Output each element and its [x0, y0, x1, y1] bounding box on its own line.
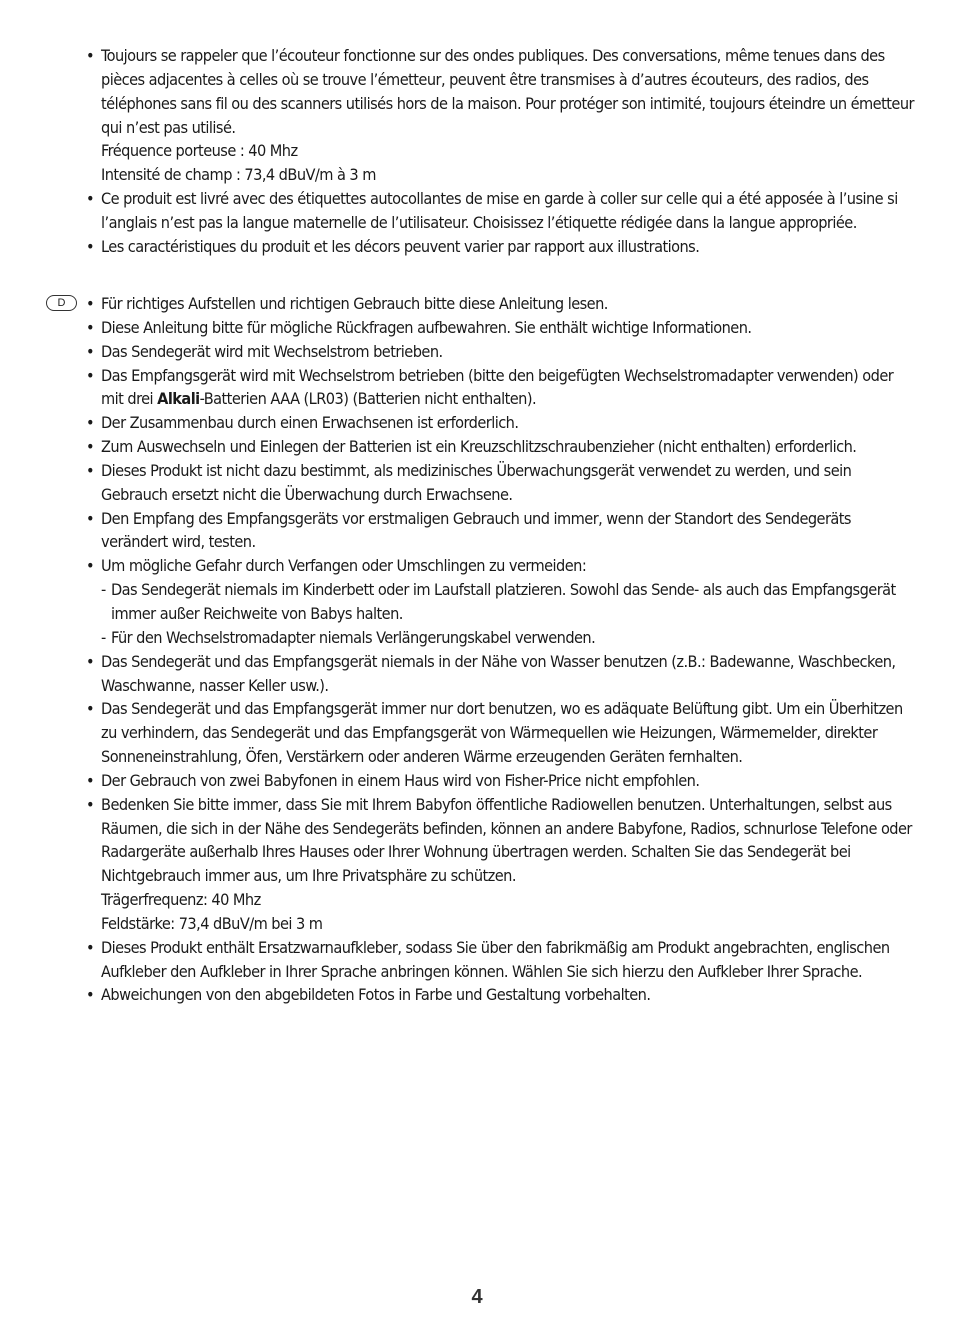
bullet-icon: • — [86, 341, 95, 361]
sub-item-text: Für den Wechselstromadapter niemals Verlängerungskabel verwenden. — [111, 627, 596, 647]
bullet-icon: • — [86, 294, 95, 313]
bullet-icon: • — [86, 460, 95, 480]
german-section — [86, 292, 916, 1007]
item-extra-line: Feldstärke: 73,4 dBuV/m bei 3 m — [101, 913, 323, 933]
list-item — [86, 793, 916, 936]
list-item — [86, 650, 916, 698]
list-item — [86, 292, 916, 316]
item-text: Abweichungen von den abgebildeten Fotos in Farbe und Gestaltung vorbehalten. — [101, 985, 651, 1005]
bullet-icon: • — [86, 985, 95, 1005]
language-badge-d: D — [46, 295, 77, 311]
list-item — [86, 435, 916, 459]
dash-icon: - — [101, 580, 106, 600]
bullet-icon: • — [86, 770, 95, 790]
list-item — [86, 507, 916, 555]
item-text: Dieses Produkt ist nicht dazu bestimmt, als medizinisches Überwachungsgerät verwendet zu werden, und sein Gebrauch ersetzt nicht die Überwachung durch Erwachsene. — [101, 460, 852, 504]
bullet-icon: • — [86, 437, 95, 457]
bullet-icon: • — [86, 46, 95, 65]
french-section — [86, 44, 916, 259]
bullet-icon: • — [86, 699, 95, 719]
item-text: Der Gebrauch von zwei Babyfonen in einem Haus wird von Fisher-Price nicht empfohlen. — [101, 770, 700, 790]
item-text: -Batterien AAA (LR03) (Batterien nicht enthalten). — [199, 389, 537, 409]
item-text: Das Sendegerät wird mit Wechselstrom betrieben. — [101, 341, 443, 361]
list-item — [86, 411, 916, 435]
sub-item-text: Das Sendegerät niemals im Kinderbett oder im Laufstall platzieren. Sowohl das Sende- als auch das Empfangsgerät immer außer Reichweite von Babys halten. — [111, 580, 896, 623]
item-extra-line: Intensité de champ : 73,4 dBuV/m à 3 m — [101, 165, 376, 185]
item-text: Das Sendegerät und das Empfangsgerät niemals in der Nähe von Wasser benutzen (z.B.: Badewanne, Waschbecken, Waschwanne, nasser Keller usw.). — [101, 651, 896, 695]
item-text: Der Zusammenbau durch einen Erwachsenen ist erforderlich. — [101, 413, 519, 433]
item-text: Ce produit est livré avec des étiquettes autocollantes de mise en garde à coller sur celle qui a été apposée à l’usine si l’anglais n’est pas la langue maternelle de l’utilisateur. Choisissez l’étiquette rédigée dans la langue appropriée. — [101, 189, 898, 232]
bullet-icon: • — [86, 236, 95, 256]
list-item — [86, 983, 916, 1007]
list-item — [86, 235, 916, 259]
item-text: Diese Anleitung bitte für mögliche Rückfragen aufbewahren. Sie enthält wichtige Informationen. — [101, 317, 752, 337]
bullet-icon: • — [86, 413, 95, 433]
bullet-icon: • — [86, 556, 95, 576]
item-text: Bedenken Sie bitte immer, dass Sie mit Ihrem Babyfon öffentliche Radiowellen benutzen. Unterhaltungen, selbst aus Räumen, die sich in der Nähe des Sendegeräts befinden, können an andere Babyfone, Radios, schnurlose Telefone oder Radargeräte außerhalb Ihres Hauses oder Ihrer Wohnung übertragen werden. Schalten Sie das Sendegerät bei Nichtgebrauch immer aus, um Ihre Privatsphäre zu schützen. — [101, 794, 912, 886]
list-item — [86, 697, 916, 769]
sub-item — [101, 578, 916, 626]
item-text: Für richtiges Aufstellen und richtigen Gebrauch bitte diese Anleitung lesen. — [101, 294, 608, 313]
item-extra-line: Fréquence porteuse : 40 Mhz — [101, 141, 298, 161]
list-item — [86, 364, 916, 412]
item-text: Um mögliche Gefahr durch Verfangen oder Umschlingen zu vermeiden: — [101, 556, 587, 576]
item-text: Den Empfang des Empfangsgeräts vor erstmaligen Gebrauch und immer, wenn der Standort des Sendegeräts verändert wird, testen. — [101, 508, 851, 552]
item-text: Zum Auswechseln und Einlegen der Batterien ist ein Kreuzschlitzschraubenzieher (nicht enthalten) erforderlich. — [101, 437, 857, 457]
item-text: Das Sendegerät und das Empfangsgerät immer nur dort benutzen, wo es adäquate Belüftung gibt. Um ein Überhitzen zu verhindern, das Sendegerät und das Empfangsgerät von Wärmequellen wie Heizungen, Wärmemelder, direkter Sonneneinstrahlung, Öfen, Verstärkern oder anderen Wärme erzeugenden Geräten fernhalten. — [101, 699, 903, 767]
bullet-icon: • — [86, 317, 95, 337]
bullet-icon: • — [86, 651, 95, 671]
list-item — [86, 554, 916, 649]
item-text: Das Empfangsgerät wird mit Wechselstrom betrieben (bitte den beigefügten Wechselstromadapter verwenden) oder mit drei — [101, 365, 894, 409]
alkali-bold-text: Alkali — [157, 389, 200, 409]
list-item — [86, 340, 916, 364]
bullet-icon: • — [86, 189, 95, 209]
bullet-icon: • — [86, 937, 95, 957]
item-text: Les caractéristiques du produit et les décors peuvent varier par rapport aux illustrations. — [101, 236, 700, 256]
list-item — [86, 769, 916, 793]
dash-icon: - — [101, 627, 106, 647]
list-item — [86, 459, 916, 507]
item-text: Toujours se rappeler que l’écouteur fonctionne sur des ondes publiques. Des conversations, même tenues dans des pièces adjacentes à celles où se trouve l’émetteur, peuvent être transmises à d’autres écouteurs, des radios, des téléphones sans fil ou des scanners utilisés hors de la maison. Pour protéger son intimité, toujours éteindre un émetteur qui n’est pas utilisé. — [101, 46, 914, 137]
list-item — [86, 187, 916, 235]
list-item — [86, 44, 916, 187]
item-text: Dieses Produkt enthält Ersatzwarnaufkleber, sodass Sie über den fabrikmäßig am Produkt angebrachten, englischen Aufkleber den Aufkleber in Ihrer Sprache anbringen können. Wählen Sie sich hierzu den Aufkleber Ihrer Sprache. — [101, 937, 890, 981]
bullet-icon: • — [86, 508, 95, 528]
bullet-icon: • — [86, 794, 95, 814]
item-extra-line: Trägerfrequenz: 40 Mhz — [101, 890, 261, 910]
list-item — [86, 936, 916, 984]
page-number: 4 — [471, 1286, 483, 1308]
bullet-icon: • — [86, 365, 95, 385]
sub-item — [101, 626, 916, 650]
list-item — [86, 316, 916, 340]
